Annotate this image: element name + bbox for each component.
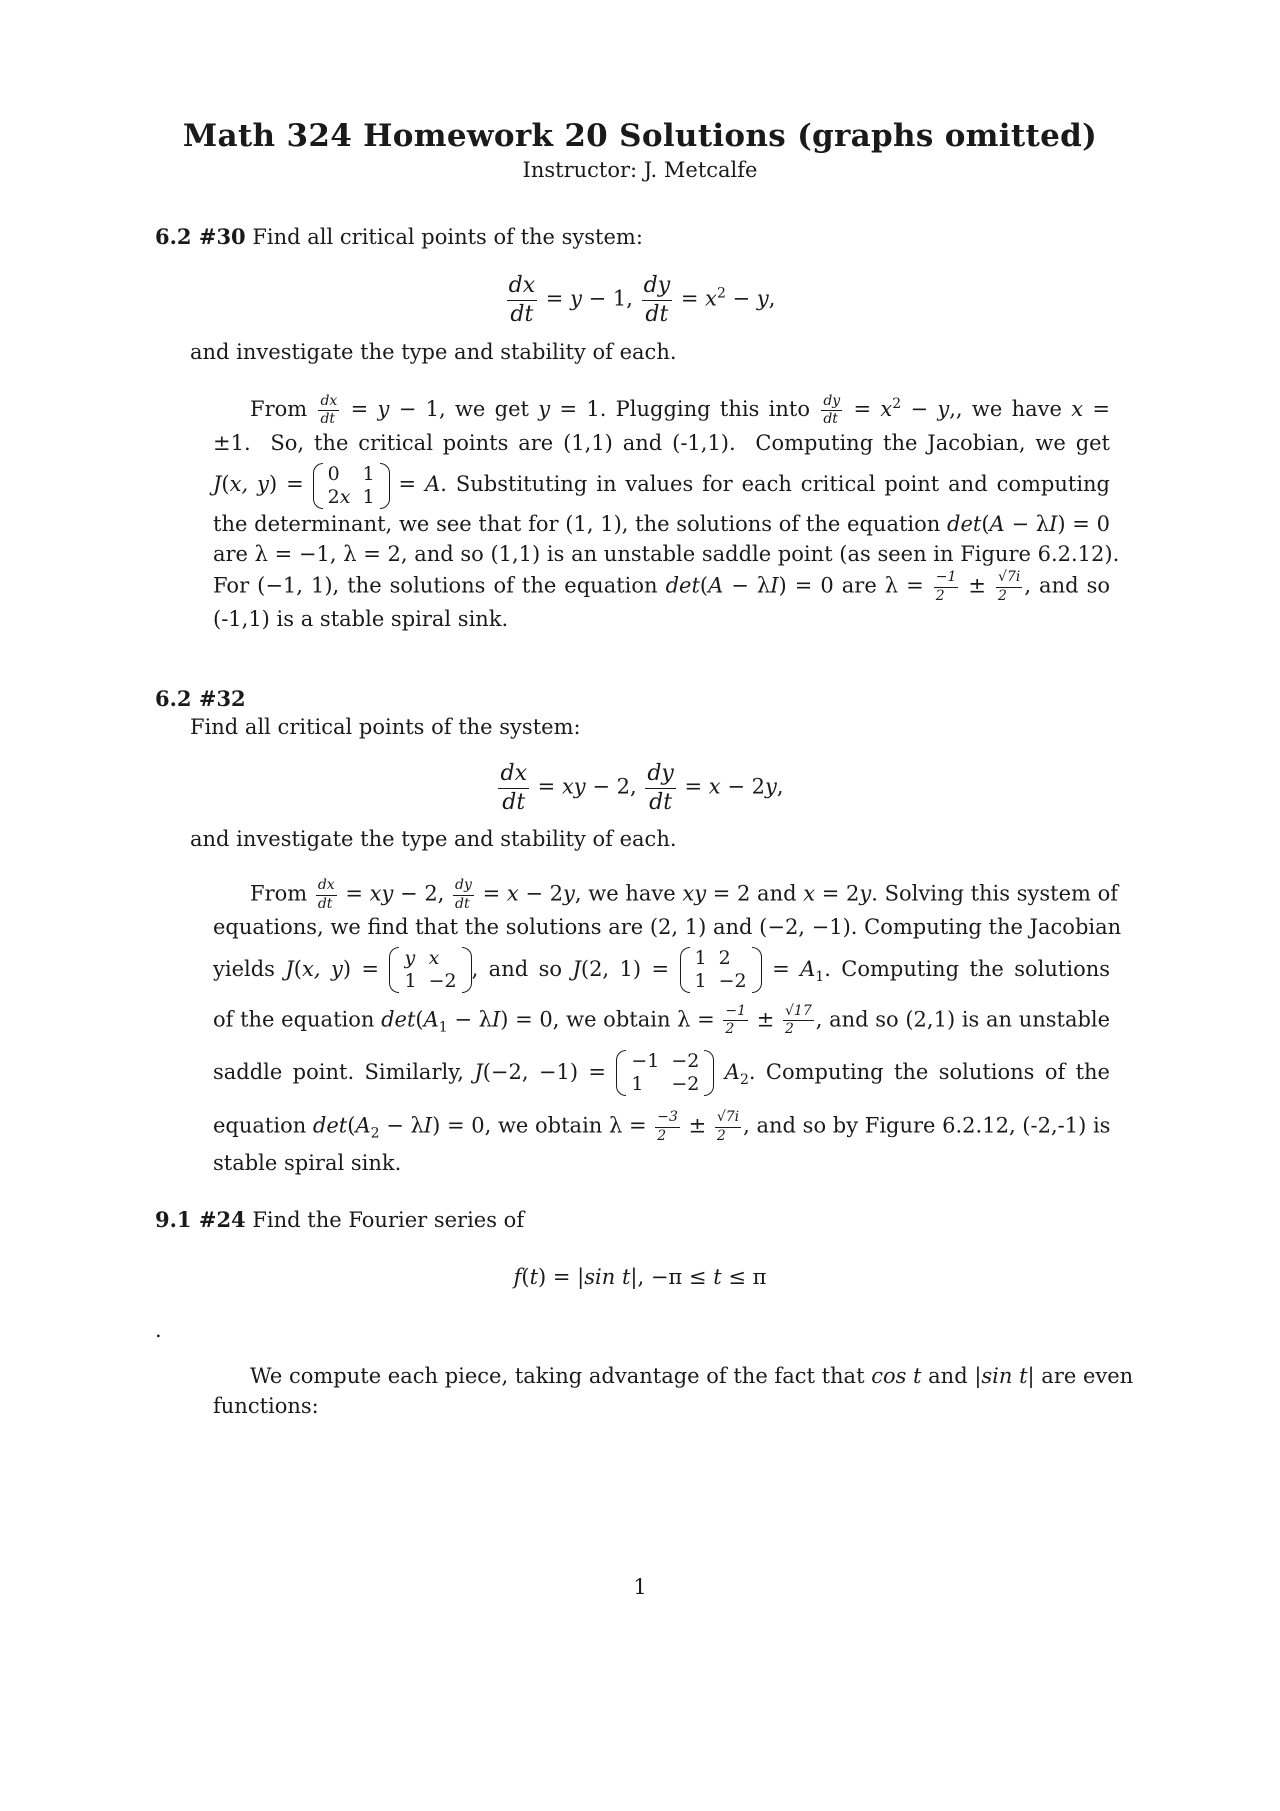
problem-1-heading xyxy=(155,223,643,251)
problem-1-equation: $\frac{dx}{dt}$ = y − 1, $\frac{dy}{dt}$ = $x^2 - y$, xyxy=(508,273,776,327)
problem-3-prompt: Find the Fourier series of xyxy=(252,1208,525,1232)
problem-1-label: 6.2 #30 xyxy=(155,224,246,249)
jacobian-matrix-A2: −1 −2 1 −2 xyxy=(616,1050,714,1096)
p2-line-4: of the equation $\det(A_1 - \lambda I) = 0$, we obtain λ = $\frac{-1}{2}$ ± $\frac{√17}{2}$ , and so (2,1) is an unstable xyxy=(213,1002,1111,1038)
jacobian-matrix-general: y x 1 −2 xyxy=(389,947,471,993)
p2-line-1: From $\frac{dx}{dt}$ = xy − 2, $\frac{dy}{dt}$ = x − 2y, we have xy = 2 and x = 2y. Solving this system of xyxy=(250,877,1119,912)
p1-line-6: For (−1, 1), the solutions of the equation det(A − λI) = 0 are λ = $\frac{-1}{2}$ ± $\frac{√7i}{2}$ , and so xyxy=(213,569,1110,604)
p1-line-4: the determinant, we see that for (1, 1), the solutions of the equation det(A − λI) = 0 xyxy=(213,512,1110,536)
problem-2-followup: and investigate the type and stability of each. xyxy=(190,827,677,851)
jacobian-matrix-A: 0 1 2x 1 xyxy=(313,463,390,509)
p1-line-2: ±1. So, the critical points are (1,1) and (-1,1). Computing the Jacobian, we get xyxy=(213,430,1110,455)
problem-3-equation: f(t) = |sin t|, −π ≤ t ≤ π xyxy=(513,1265,767,1289)
problem-3-label: 9.1 #24 xyxy=(155,1207,246,1232)
p3-line-1: We compute each piece, taking advantage of the fact that cos t and |sin t| are even xyxy=(250,1364,1134,1388)
problem-2-solution xyxy=(213,877,1122,1179)
p2-line-5: saddle point. Similarly, J(−2, −1) = −1 −2 1 −2 $A_2$. Computing the solutions of the xyxy=(213,1050,1110,1096)
jacobian-matrix-A1: 1 2 1 −2 xyxy=(680,947,762,993)
problem-3-heading xyxy=(155,1206,524,1234)
problem-2-equation: $\frac{dx}{dt}$ = xy − 2, $\frac{dy}{dt}$ = x − 2y, xyxy=(500,761,784,815)
p1-line-3: J(x, y) = 0 1 2x 1 = A. Substituting in values for each critical point and computing xyxy=(213,462,1111,508)
p2-line-7: stable spiral sink. xyxy=(213,1151,402,1176)
instructor-line: Instructor: J. Metcalfe xyxy=(522,158,758,182)
problem-1-solution xyxy=(213,390,1120,635)
p2-line-3: yields J(x, y) = y x 1 −2 , and so J(2, 1) = 1 2 1 −2 = $A_1$. Computing the solutions xyxy=(213,947,1111,992)
problem-1-prompt: Find all critical points of the system: xyxy=(252,225,643,249)
page-number: 1 xyxy=(633,1575,647,1599)
p3-line-2: functions: xyxy=(213,1393,319,1418)
problem-2-label: 6.2 #32 xyxy=(155,686,246,711)
problem-3-solution xyxy=(213,1362,1134,1421)
stray-dot: . xyxy=(155,1318,162,1342)
problem-2-prompt: Find all critical points of the system: xyxy=(190,715,581,739)
problem-1-followup: and investigate the type and stability of each. xyxy=(190,340,677,364)
p2-line-6: equation $\det(A_2 - \lambda I) = 0$, we obtain λ = $\frac{-3}{2}$ ± $\frac{√7i}{2}$ , and so by Figure 6.2.12, (-2,-1) is xyxy=(213,1109,1111,1144)
p1-line-1: From $\frac{dx}{dt}$ = y − 1, we get y = 1. Plugging this into $\frac{dy}{dt}$ = $x^2 - y$,, we have x = xyxy=(250,392,1110,427)
p1-line-5: are λ = −1, λ = 2, and so (1,1) is an unstable saddle point (as seen in Figure 6.2.12). xyxy=(213,541,1120,566)
p1-line-7: (-1,1) is a stable spiral sink. xyxy=(213,607,509,631)
problem-2-heading xyxy=(155,685,246,713)
document-title: Math 324 Homework 20 Solutions (graphs omitted) xyxy=(182,118,1098,154)
p2-line-2: equations, we find that the solutions are (2, 1) and (−2, −1). Computing the Jacobian xyxy=(213,915,1122,939)
